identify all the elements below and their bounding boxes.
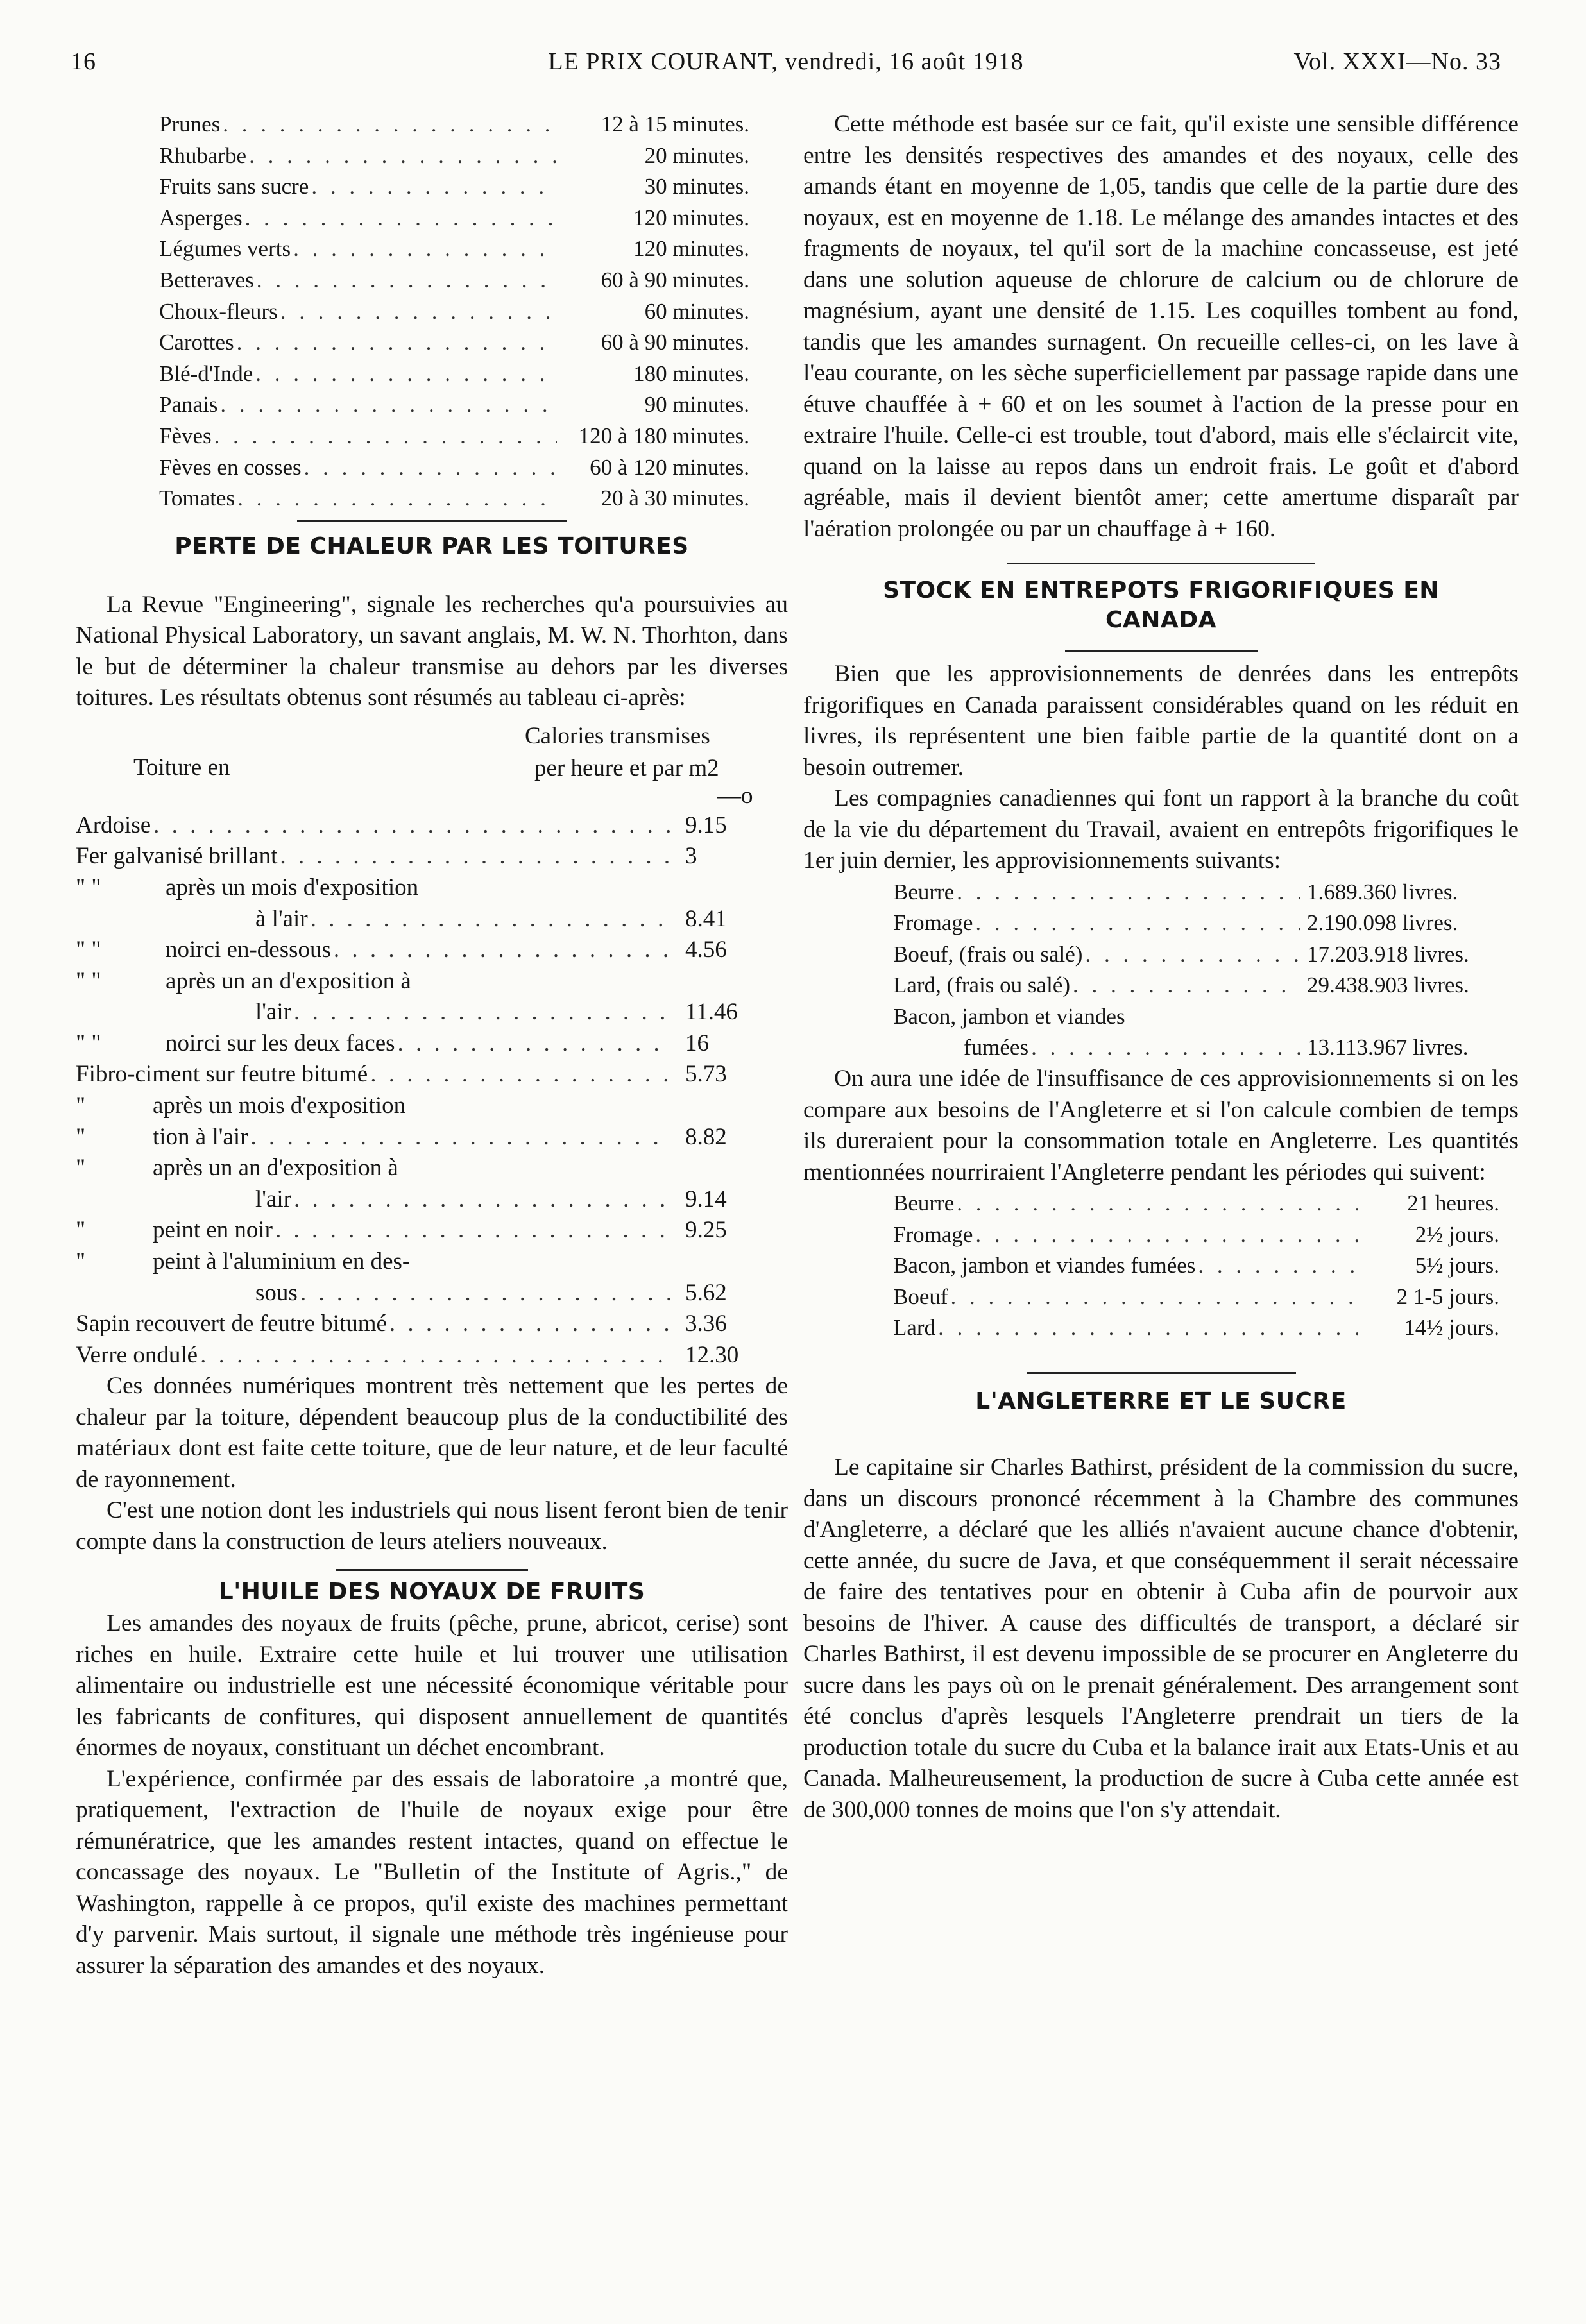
dot-leader (935, 1312, 1358, 1344)
cooking-time-row-label: Fruits sans sucre (159, 174, 309, 199)
stock-article-para3: On aura une idée de l'insuffisance de ces approvisionnements si on les compare aux besoins de l'Angleterre et si l'on calcule combien de temps ils dureraient pour la consommation totale en Angleterre. Les quantités mentionnées nourriraient l'Angleterre pendant les périodes qui suivent: (803, 1065, 1519, 1185)
dot-leader (235, 483, 557, 514)
dot-leader (1028, 1032, 1300, 1064)
roof-table-row (76, 841, 788, 872)
left-column (76, 109, 788, 1981)
cooking-time-row (159, 140, 749, 172)
dot-leader (302, 452, 557, 484)
cooking-time-row-label: Asperges (159, 205, 243, 230)
cooking-time-row-value: 20 à 30 minutes. (601, 486, 749, 511)
dot-leader (1070, 970, 1300, 1001)
roof-article-intro: La Revue "Engineering", signale les recherches qu'a poursuivies au National Physical Laboratory, un savant anglais, M. W. N. Thorhton, dans le but de déterminer la chaleur transmise au dehors par les diverses toitures. Les résultats obtenus sont résumés au tableau ci-après: (76, 591, 788, 711)
roof-table-row (76, 1028, 788, 1060)
roof-material-label: peint en noir (153, 1217, 273, 1244)
duration-row-label: Bacon, jambon et viandes fumées (893, 1253, 1196, 1278)
roof-calories-value: 5.62 (685, 1279, 727, 1306)
roof-calories-value: 12.30 (685, 1341, 739, 1368)
stock-row (893, 970, 1499, 1001)
roof-calories-value: 3.36 (685, 1310, 727, 1337)
roof-material-label: à l'air (255, 905, 308, 932)
roof-calories-value: 11.46 (685, 999, 738, 1026)
stock-article-para1: Bien que les approvisionnements de denrées dans les entrepôts frigorifiques en Canada paraissent considérables quand on les réduit en livres, ils représentent une bien faible partie de la quantité dont on a besoin outremer. (803, 661, 1519, 781)
cooking-time-row-value: 180 minutes. (633, 360, 749, 386)
cooking-time-row-label: Betteraves (159, 267, 254, 293)
stock-row (893, 908, 1499, 939)
roof-table-row (76, 1090, 788, 1122)
stock-row-label: fumées (964, 1035, 1029, 1060)
roof-calories-value: 5.73 (685, 1061, 727, 1088)
roof-table-col2-line2: per heure et par m2 (534, 754, 719, 781)
right-column (803, 109, 1519, 1826)
roof-table-row (76, 1184, 788, 1216)
roof-table-row (76, 1153, 788, 1184)
roof-material-label: noirci sur les deux faces (166, 1030, 395, 1056)
ditto-mark: " (76, 1092, 86, 1119)
cooking-time-row (159, 327, 749, 359)
page-number: 16 (71, 48, 96, 75)
dot-leader (217, 389, 557, 421)
roof-material-label: Sapin recouvert de feutre bitumé (76, 1310, 387, 1337)
dot-leader (254, 265, 557, 296)
stock-article-title-line2: CANADA (1105, 607, 1216, 633)
stock-row-label: Beurre (893, 879, 955, 904)
dot-leader (973, 908, 1300, 939)
dot-leader (248, 1122, 672, 1153)
dot-leader (234, 327, 557, 359)
dot-leader (395, 1028, 672, 1060)
roof-table-col1: Toiture en (133, 754, 230, 781)
ditto-mark: " " (76, 937, 101, 963)
cooking-time-row-value: 60 minutes. (644, 298, 749, 324)
dot-leader (243, 203, 557, 234)
roof-table-row (76, 966, 788, 997)
dot-leader (973, 1219, 1358, 1251)
sugar-article-para1: Le capitaine sir Charles Bathirst, président de la commission du sucre, dans un discours prononcé récemment à la Chambre des communes d'Angleterre, a déclaré que les alliés n'avaient aucune chance d'obtenir, cette année, du sucre de Java, et que conséquemment il serait nécessaire de faire des tentatives pour en obtenir à Cuba afin de pourvoir aux besoins de l'hiver. A cause des difficultés de transport, a déclaré sir Charles Bathirst, il est devenu impossible de se procurer en Angleterre du sucre dans les pays où on le prenait généralement. Des arrangement sont été conclus d'après lesquels l'Angleterre prendrait un tiers de la production totale du sucre du Cuba et la balance irait aux Etats-Unis et au Canada. Malheureusement, la production de sucre à Cuba cette année est de 300,000 tonnes de moins que l'on s'y attendait. (803, 1454, 1519, 1823)
duration-row-label: Lard (893, 1315, 936, 1341)
section-divider (336, 1569, 528, 1571)
section-divider (297, 520, 567, 522)
roof-calories-value: 9.25 (685, 1217, 727, 1244)
dot-leader (291, 233, 557, 265)
roof-table-row (76, 1278, 788, 1309)
roof-material-label: Ardoise (76, 811, 151, 838)
ditto-mark: " " (76, 874, 101, 901)
roof-table-row (76, 1340, 788, 1371)
dot-leader (253, 359, 557, 390)
roof-table (76, 810, 788, 1371)
roof-article-para3: C'est une notion dont les industriels qui nous lisent feront bien de tenir compte dans la construction de leurs ateliers nouveaux. (76, 1497, 788, 1555)
dot-leader (198, 1340, 672, 1371)
duration-row (893, 1188, 1499, 1219)
cooking-time-row-value: 60 à 90 minutes. (601, 330, 749, 355)
cooking-time-row (159, 421, 749, 452)
roof-table-row (76, 1215, 788, 1246)
cooking-time-row (159, 389, 749, 421)
oil-article-para1: Les amandes des noyaux de fruits (pêche, prune, abricot, cerise) sont riches en huile. Extraire cette huile et lui trouver une utilisation alimentaire ou industrielle est une nécessité économique véritable pour les fabricants de confitures, qui disposent annuellement de quantités énormes de noyaux, constituant un déchet encombrant. (76, 1610, 788, 1761)
cooking-time-row-label: Légumes verts (159, 236, 291, 262)
dot-leader (331, 935, 672, 966)
roof-calories-value: 16 (685, 1030, 709, 1056)
roof-calories-value: 3 (685, 843, 697, 870)
dot-leader (277, 841, 672, 872)
roof-material-label: Verre ondulé (76, 1341, 198, 1368)
cooking-time-row-label: Tomates (159, 486, 235, 511)
cooking-time-row (159, 203, 749, 234)
roof-calories-value: 8.41 (685, 905, 727, 932)
dot-leader (220, 109, 557, 140)
roof-table-row (76, 1246, 788, 1278)
cooking-time-row-label: Prunes (159, 112, 221, 137)
roof-material-label: Fibro-ciment sur feutre bitumé (76, 1061, 368, 1088)
stock-article-para2: Les compagnies canadiennes qui font un rapport à la branche du coût de la vie du département du Travail, avaient en entrepôts frigorifiques le 1er juin dernier, les approvisionnements suivants: (803, 785, 1519, 874)
duration-row-value: 21 heures. (1407, 1191, 1499, 1216)
cooking-time-row (159, 233, 749, 265)
cooking-time-row-label: Choux-fleurs (159, 298, 278, 324)
section-divider (1007, 563, 1315, 564)
cooking-time-row (159, 359, 749, 390)
stock-row-value: 13.113.967 livres. (1307, 1035, 1469, 1060)
roof-material-label: après un mois d'exposition (153, 1092, 406, 1119)
dot-leader (954, 877, 1300, 908)
cooking-time-row-label: Carottes (159, 330, 234, 355)
cooking-time-row-value: 120 minutes. (633, 236, 749, 262)
dot-leader (954, 1188, 1358, 1219)
oil-article-title: L'HUILE DES NOYAUX DE FRUITS (218, 1579, 645, 1606)
dot-leader (212, 421, 557, 452)
dot-leader (948, 1282, 1358, 1313)
roof-material-label: après un an d'exposition à (166, 967, 411, 994)
ditto-mark: " (76, 1123, 86, 1150)
cooking-time-row (159, 483, 749, 514)
cooking-time-row-value: 120 minutes. (633, 205, 749, 230)
stock-row (893, 1001, 1499, 1033)
cooking-time-row-value: 120 à 180 minutes. (578, 423, 749, 448)
duration-row-value: 2½ jours. (1415, 1221, 1499, 1247)
duration-row (893, 1250, 1499, 1282)
ditto-mark: " (76, 1155, 86, 1182)
cooking-time-row-label: Fèves (159, 423, 212, 448)
duration-row-value: 14½ jours. (1404, 1315, 1499, 1341)
duration-list (803, 1188, 1519, 1344)
roof-article-para2: Ces données numériques montrent très nettement que les pertes de chaleur par la toiture, dépendent beaucoup plus de la conductibilité des matériaux dont est faite cette toiture, que de leur nature, et de leur faculté de rayonnement. (76, 1373, 788, 1493)
oil-article-para2: L'expérience, confirmée par des essais de laboratoire ,a montré que, pratiquement, l'extraction de l'huile de noyaux exige pour être rémunératrice, que les amandes restent intactes, quand on effectue le concassage des noyaux. Le "Bulletin of the Institute of Agris.," de Washington, rappelle à ce propos, qu'il existe des machines permettant d'y parvenir. Mais surtout, il signale une méthode très ingénieuse pour assurer la séparation des amandes et des noyaux. (76, 1765, 788, 1979)
oil-article-para3: Cette méthode est basée sur ce fait, qu'il existe une sensible différence entre les densités respectives des amandes et des noyaux, celle des amands étant en moyenne de 1,05, tandis que celle de la partie dure des noyaux, est en moyenne de 1.18. Le mélange des amandes intactes et des fragments de noyaux, tel qu'il sort de la machine concasseuse, est jeté dans une solution aqueuse de chlorure de calcium ou de chlorure de magnésium, ayant une densité de 1.15. Les coquilles tombent au fond, tandis que les amandes surnagent. On recueille celles-ci, on les lave à l'eau courante, on les sèche superficiellement par passage rapide dans une étuve chauffée à + 60 et on les soumet à l'action de la presse pour en extraire l'huile. Celle-ci est trouble, tout d'abord, mais elle s'éclaircit vite, quand on la laisse au repos dans un endroit frais. Le goût et d'abord agréable, mais il devient bientôt amer; cette amertume disparaît par l'aération prolongée ou par un chauffage à + 160. (803, 111, 1519, 542)
duration-row-value: 2 1-5 jours. (1396, 1284, 1499, 1309)
stock-row (893, 877, 1499, 908)
duration-row-value: 5½ jours. (1415, 1253, 1499, 1278)
roof-calories-value: 9.14 (685, 1185, 727, 1212)
roof-article-title: PERTE DE CHALEUR PAR LES TOITURES (175, 532, 689, 559)
roof-table-col2-line1: Calories transmises (525, 722, 710, 749)
stock-row-value: 2.190.098 livres. (1307, 910, 1458, 936)
duration-row-label: Fromage (893, 1221, 973, 1247)
roof-material-label: peint à l'aluminium en des- (153, 1248, 411, 1275)
roof-table-row (76, 935, 788, 966)
dot-leader (308, 904, 672, 935)
duration-row-label: Beurre (893, 1191, 955, 1216)
stock-row (893, 1032, 1499, 1064)
cooking-time-row-value: 20 minutes. (644, 142, 749, 168)
cooking-time-row (159, 265, 749, 296)
roof-table-row (76, 872, 788, 904)
stock-list (803, 877, 1519, 1064)
dot-leader (1082, 939, 1300, 971)
roof-table-row (76, 1309, 788, 1340)
duration-row (893, 1282, 1499, 1313)
volume-number: Vol. XXXI—No. 33 (1293, 48, 1501, 75)
running-title: LE PRIX COURANT, vendredi, 16 août 1918 (548, 48, 1024, 75)
page-header (71, 47, 1501, 86)
duration-row (893, 1312, 1499, 1344)
roof-table-col2-line3: —o (717, 782, 753, 809)
dot-leader (298, 1278, 672, 1309)
cooking-time-row (159, 296, 749, 328)
dot-leader (278, 296, 557, 328)
stock-row-label: Fromage (893, 910, 973, 936)
section-divider (1027, 1372, 1296, 1374)
dot-leader (151, 810, 672, 842)
cooking-time-row-label: Rhubarbe (159, 142, 247, 168)
roof-material-label: Fer galvanisé brillant (76, 843, 278, 870)
dot-leader (368, 1059, 672, 1090)
roof-calories-value: 9.15 (685, 811, 727, 838)
ditto-mark: " " (76, 967, 101, 994)
roof-table-row (76, 810, 788, 842)
dot-leader (291, 997, 672, 1028)
cooking-time-row (159, 171, 749, 203)
duration-row-label: Boeuf (893, 1284, 948, 1309)
roof-material-label: sous (255, 1279, 298, 1306)
section-divider (1065, 650, 1258, 652)
roof-table-row (76, 997, 788, 1028)
dot-leader (246, 140, 557, 172)
stock-row-label: Boeuf, (frais ou salé) (893, 941, 1083, 967)
cooking-time-row-label: Blé-d'Inde (159, 360, 253, 386)
roof-material-label: l'air (255, 1185, 291, 1212)
cooking-time-row (159, 109, 749, 140)
roof-material-label: après un an d'exposition à (153, 1155, 398, 1182)
cooking-time-row-value: 90 minutes. (644, 392, 749, 418)
sugar-article-title: L'ANGLETERRE ET LE SUCRE (975, 1388, 1347, 1415)
ditto-mark: " (76, 1217, 86, 1244)
dot-leader (387, 1309, 672, 1340)
stock-row-value: 1.689.360 livres. (1307, 879, 1458, 904)
duration-row (893, 1219, 1499, 1251)
cooking-time-row-value: 60 à 90 minutes. (601, 267, 749, 293)
cooking-time-row-label: Panais (159, 392, 218, 418)
roof-table-header (76, 720, 788, 810)
cooking-times-list (76, 109, 788, 514)
roof-material-label: noirci en-dessous (166, 937, 331, 963)
dot-leader (1195, 1250, 1358, 1282)
roof-material-label: tion à l'air (153, 1123, 248, 1150)
stock-row-value: 29.438.903 livres. (1307, 972, 1469, 998)
roof-table-row (76, 1059, 788, 1090)
roof-material-label: l'air (255, 999, 291, 1026)
stock-row-label: Lard, (frais ou salé) (893, 972, 1070, 998)
cooking-time-row-value: 60 à 120 minutes. (590, 454, 749, 480)
stock-row-label: Bacon, jambon et viandes (893, 1003, 1125, 1029)
stock-row (893, 939, 1499, 971)
dot-leader (291, 1184, 672, 1216)
roof-table-row (76, 904, 788, 935)
stock-row-value: 17.203.918 livres. (1307, 941, 1469, 967)
cooking-time-row-value: 12 à 15 minutes. (601, 112, 749, 137)
cooking-time-row-value: 30 minutes. (644, 174, 749, 199)
roof-calories-value: 8.82 (685, 1123, 727, 1150)
ditto-mark: " (76, 1248, 86, 1275)
roof-material-label: après un mois d'exposition (166, 874, 419, 901)
cooking-time-row (159, 452, 749, 484)
roof-table-row (76, 1122, 788, 1153)
dot-leader (309, 171, 557, 203)
dot-leader (273, 1215, 672, 1246)
cooking-time-row-label: Fèves en cosses (159, 454, 302, 480)
roof-calories-value: 4.56 (685, 937, 727, 963)
stock-article-title-line1: STOCK EN ENTREPOTS FRIGORIFIQUES EN (883, 577, 1439, 604)
ditto-mark: " " (76, 1030, 101, 1056)
